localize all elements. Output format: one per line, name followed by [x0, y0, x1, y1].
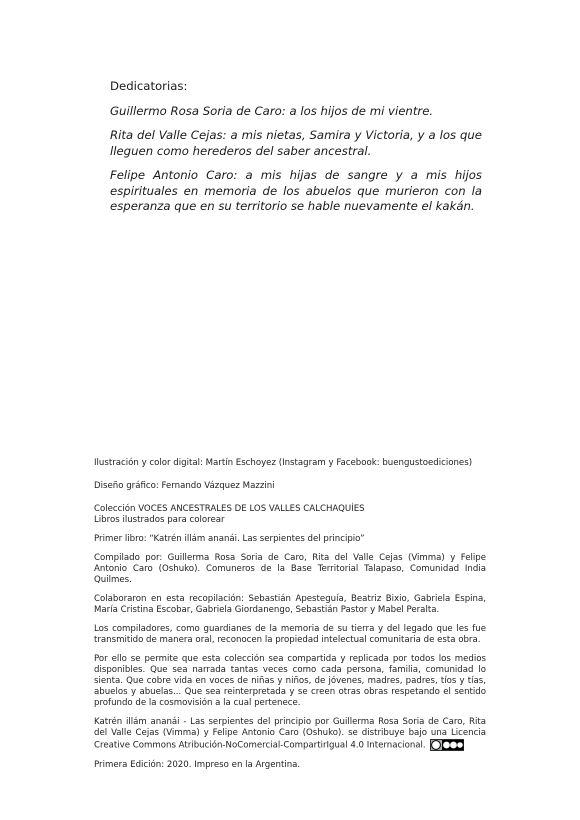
sharing-permission-note: Por ello se permite que esta colección sea compartida y replicada por todos los medios disponibles. Que sea narrada tantas veces como cada persona, familia, comunidad lo sienta. Que cobre vida en voces de niñas y niños, de jóvenes, madres, padres, tíos y tías, abuelos y abuelas... Que sea reinterpretada y se creen otras obras respetando el sentido profundo de la cosmovisión a la cual pertenece.	[94, 654, 486, 708]
license-note	[94, 717, 486, 752]
design-credit: Diseño gráfico: Fernando Vázquez Mazzini	[94, 481, 275, 491]
collection-subtitle: Libros ilustrados para colorear	[94, 515, 225, 525]
dedication-paragraph: Felipe Antonio Caro: a mis hijas de sangre y a mis hijos espirituales en memoria de los abuelos que murieron con la esperanza que en su territorio se hable nuevamente el kakán.	[110, 168, 482, 213]
dedication-paragraph: Guillermo Rosa Soria de Caro: a los hijos de mi vientre.	[110, 103, 434, 118]
illustration-credit: Ilustración y color digital: Martín Eschoyez (Instagram y Facebook: buengustoediciones)	[94, 458, 473, 468]
edition-note: Primera Edición: 2020. Impreso en la Argentina.	[94, 759, 301, 770]
dedications-heading: Dedicatorias:	[110, 79, 188, 93]
compilers-credit: Compilado por: Guillerma Rosa Soria de Caro, Rita del Valle Cejas (Vimma) y Felipe Antonio Caro (Oshuko). Comuneros de la Base Territorial Talapaso, Comunidad India Quilmes.	[94, 553, 486, 585]
dedications-section	[110, 79, 482, 224]
collaborators-credit: Colaboraron en esta recopilación: Sebastián Apesteguía, Beatriz Bixio, Gabriela Espina, María Cristina Escobar, Gabriela Giordanengo, Sebastián Pastor y Mabel Peralta.	[94, 594, 486, 615]
intellectual-property-note: Los compiladores, como guardianes de la memoria de su tierra y del legado que les fue transmitido de manera oral, reconocen la propiedad intelectual comunitaria de esta obra.	[94, 624, 486, 645]
credits-section	[94, 458, 486, 779]
first-book-title: Primer libro: “Katrén illám ananái. Las serpientes del principio”	[94, 534, 365, 544]
collection-title: Colección VOCES ANCESTRALES DE LOS VALLES CALCHAQUÍES	[94, 504, 365, 514]
dedication-paragraph: Rita del Valle Cejas: a mis nietas, Samira y Victoria, y a los que lleguen como herederos del saber ancestral.	[110, 128, 482, 158]
license-text: Katrén illám ananái - Las serpientes del principio por Guillerma Rosa Soria de Caro, Rita del Valle Cejas (Vimma) y Felipe Antonio Caro (Oshuko). se distribuye bajo una Licencia Creative Commons Atribución-NoComercial-CompartirIgual 4.0 Internacional.	[94, 717, 486, 751]
cc-by-nc-sa-badge-icon	[430, 739, 464, 751]
